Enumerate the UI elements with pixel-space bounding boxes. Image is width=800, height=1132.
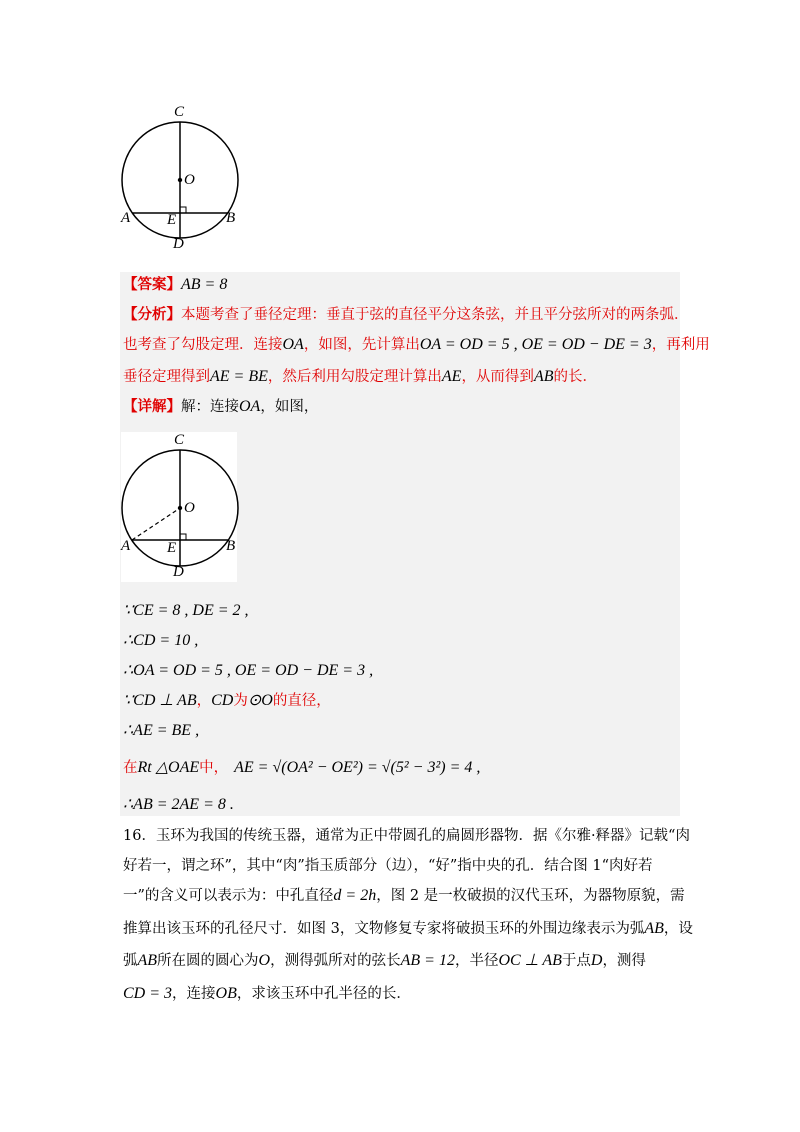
p16-l6-a: ，连接 [172,986,216,1002]
analysis-text-3b: ，然后利用勾股定理计算出 [267,369,442,385]
step-3-math: ∴OA = OD = 5 , OE = OD − DE = 3 , [123,662,374,679]
p16-l5-m4: OC ⊥ AB [498,952,562,969]
p16-l4-b: ，设 [663,921,693,937]
label-a: A [121,210,131,226]
step-6-text-b: 中， [199,760,229,776]
step-5-math: ∴AE = BE , [123,722,200,739]
problem-16-line-5 [123,951,646,971]
detail-intro-a: 解：连接 [181,399,239,415]
step-7-math: ∴AB = 2AE = 8 . [123,796,234,813]
analysis-math-3a: AE = BE [210,368,268,385]
p16-l5-f: ，测得 [602,953,646,969]
label-o: O [184,172,195,188]
p16-l5-d: ，半径 [454,953,499,969]
p16-l5-m3: AB = 12 [400,952,455,969]
detail-tag: 【详解】 [123,398,181,415]
analysis-text-2a: 也考查了勾股定理．连接 [123,337,283,353]
p16-l6-m2: OB [215,985,237,1002]
analysis-line-1 [123,305,689,325]
step-5 [123,721,199,741]
problem-16-line-2: 好若一，谓之环”，其中“肉”指玉质部分（边），“好”指中央的孔．结合图 1“肉好若 [123,858,653,874]
problem-16-line-6 [123,984,411,1004]
p16-l5-b: 所在圆的圆心为 [157,953,259,969]
label-e: E [167,212,177,228]
label-d: D [173,236,184,252]
step-1-math: ∵CE = 8 , DE = 2 , [123,602,249,619]
answer-text: AB = 8 [181,276,228,293]
p16-l5-m2: O [258,952,271,969]
label-e-2: E [167,540,177,556]
step-7 [123,795,234,815]
answer-line [123,275,227,295]
p16-l5-m5: D [590,952,603,969]
step-4 [123,691,331,711]
label-d-2: D [173,564,184,580]
analysis-line-2 [123,335,710,355]
step-4-math-c: ⊙O [247,692,273,709]
p16-l5-m1: AB [137,952,158,969]
p16-l5-a: 弧 [123,953,138,969]
label-b: B [226,210,236,226]
step-3 [123,661,373,681]
problem-16-line-4 [123,919,693,939]
step-4-text-c: 的直径， [272,693,331,709]
step-6-math-a: Rt △OAE [137,759,200,776]
detail-intro-math: OA [239,398,261,415]
p16-l4-math: AB [644,920,664,937]
p16-l3-a: 一”的含义可以表示为：中孔直径 [123,888,334,904]
step-2 [123,631,198,651]
analysis-math-2a: OA [282,336,304,353]
analysis-math-2b: OA = OD = 5 , OE = OD − DE = 3 [419,336,652,353]
step-4-math-a: ∵CD ⊥ AB [123,692,197,709]
step-6 [123,758,480,778]
analysis-text-3c: ，从而得到 [461,369,534,385]
label-o-2: O [184,500,195,516]
p16-l5-c: ，测得弧所对的弦长 [270,953,401,969]
analysis-tag: 【分析】 [123,306,181,323]
step-2-math: ∴CD = 10 , [123,632,199,649]
step-6-text-a: 在 [123,760,138,776]
p16-l6-b: ，求该玉环中孔半径的长． [236,986,411,1002]
analysis-text-2c: ，再利用 [651,337,710,353]
p16-l3-b: ，图 2 是一枚破损的汉代玉环，为器物原貌，需 [376,888,685,904]
p16-l5-e: 于点 [561,953,591,969]
step-4-math-b: CD [211,692,234,709]
label-c-2: C [174,432,185,448]
p16-l4-a: 推算出该玉环的孔径尺寸．如图 3，文物修复专家将破损玉环的外围边缘表示为弧 [123,921,645,937]
analysis-math-3b: AE [441,368,462,385]
step-6-math-b: AE = √(OA² − OE²) = √(5² − 3²) = 4 , [234,759,481,776]
p16-l6-m1: CD = 3 [123,985,173,1002]
step-4-text-a: ， [196,693,212,709]
detail-intro-b: ，如图， [260,399,319,415]
detail-intro [123,397,318,417]
analysis-math-3c: AB [533,368,554,385]
answer-tag: 【答案】 [123,276,181,293]
label-c: C [174,104,185,120]
problem-16-line-1: 16．玉环为我国的传统玉器，通常为正中带圆孔的扁圆形器物．据《尔雅·释器》记载“肉 [123,828,690,844]
label-b-2: B [226,538,236,554]
step-1 [123,601,249,621]
problem-16-line-3 [123,886,685,906]
label-a-2: A [121,538,131,554]
analysis-text-2b: ，如图，先计算出 [303,337,420,353]
analysis-text-1: 本题考查了垂径定理：垂直于弦的直径平分这条弦，并且平分弦所对的两条弧． [181,307,689,323]
step-4-text-b: 为 [233,693,248,709]
analysis-line-3 [123,367,597,387]
analysis-text-3d: 的长． [553,369,597,385]
analysis-text-3a: 垂径定理得到 [123,369,210,385]
p16-l3-math: d = 2h [333,887,377,904]
